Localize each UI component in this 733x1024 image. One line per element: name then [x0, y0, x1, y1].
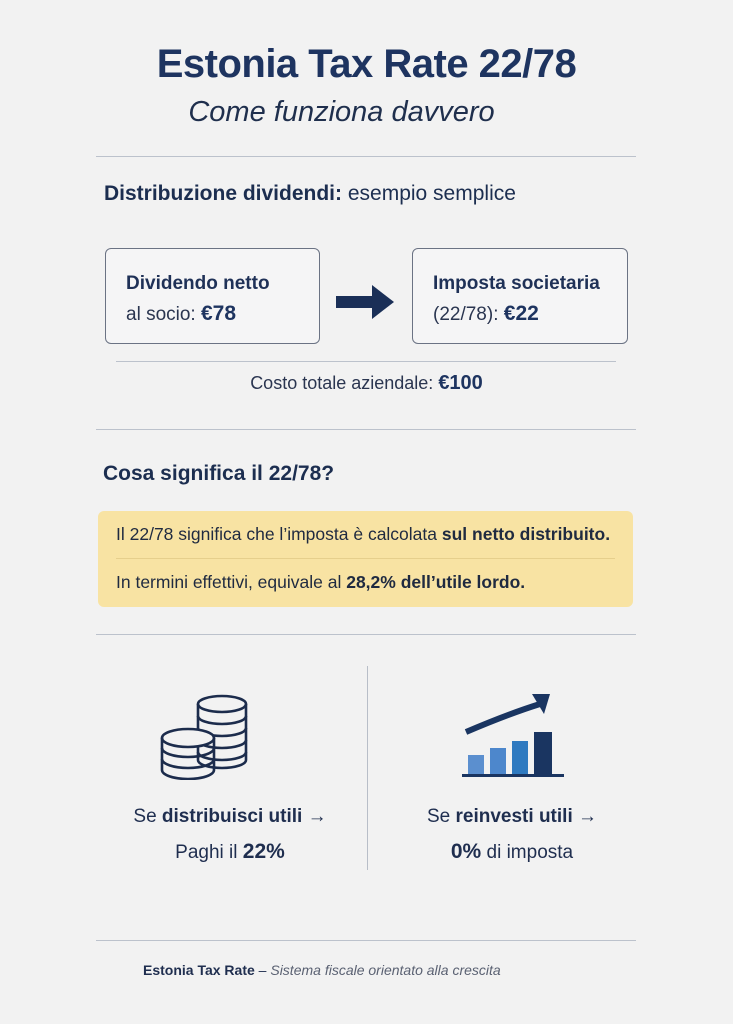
note-line-2-bold: 28,2% dell’utile lordo.: [346, 572, 526, 592]
divider: [96, 940, 636, 941]
page-subtitle: Come funziona davvero: [188, 96, 495, 128]
distribution-heading-bold: Distribuzione dividendi:: [104, 182, 343, 205]
reinvest-value: [392, 840, 632, 864]
corporate-tax-label: Imposta societaria: [433, 273, 600, 294]
arrow-right-icon: →: [302, 806, 327, 827]
distribution-heading: [104, 182, 516, 206]
reinvest-label: [392, 806, 632, 828]
corporate-tax-box: [412, 248, 628, 344]
growth-chart-icon: [458, 692, 566, 778]
reinvest-label-pre: Se: [426, 806, 456, 827]
reinvest-label-bold: reinvesti utili: [455, 806, 573, 827]
coins-stack-icon: [158, 692, 250, 780]
total-cost-value: €100: [438, 372, 483, 394]
distribute-value-pre: Paghi il: [175, 842, 243, 863]
note-line-2: [116, 559, 615, 606]
sum-divider: [116, 361, 616, 362]
note-line-1: [116, 511, 615, 558]
reinvest-rate: 0%: [450, 840, 482, 863]
footer-dash: –: [254, 962, 271, 978]
reinvest-value-post: di imposta: [481, 842, 574, 863]
distribute-label-pre: Se: [133, 806, 162, 827]
distribute-label-bold: distribuisci utili: [161, 806, 303, 827]
corporate-tax-value: €22: [503, 302, 539, 325]
net-dividend-box: [105, 248, 320, 344]
right-arrow-icon: [336, 285, 396, 319]
total-cost: [0, 372, 733, 395]
distribute-rate: 22%: [242, 840, 285, 863]
divider: [96, 634, 636, 635]
net-dividend-line: [126, 299, 299, 330]
meaning-heading: Cosa significa il 22/78?: [103, 462, 335, 485]
page-title: Estonia Tax Rate 22/78: [156, 42, 577, 86]
note-line-1-text: Il 22/78 significa che l’imposta è calcolata: [116, 524, 442, 544]
distribute-value: [110, 840, 350, 864]
distribute-label: [110, 806, 350, 828]
arrow-right-icon: →: [572, 806, 597, 827]
net-dividend-value: €78: [200, 302, 237, 325]
footer-brand: Estonia Tax Rate: [143, 962, 255, 978]
corporate-tax-line: [433, 299, 607, 330]
explanation-note: [98, 511, 633, 607]
footer: [143, 962, 501, 978]
divider: [96, 156, 636, 157]
divider: [96, 429, 636, 430]
net-dividend-prefix: al socio:: [126, 304, 201, 325]
total-cost-label: Costo totale aziendale:: [250, 373, 439, 393]
corporate-tax-prefix: (22/78):: [433, 304, 504, 325]
net-dividend-label: Dividendo netto: [126, 273, 270, 294]
column-divider: [367, 666, 368, 870]
note-line-1-bold: sul netto distribuito.: [441, 524, 611, 544]
note-line-2-text: In termini effettivi, equivale al: [116, 572, 347, 592]
footer-tagline: Sistema fiscale orientato alla crescita: [270, 962, 501, 978]
distribution-heading-rest: esempio semplice: [342, 182, 516, 205]
